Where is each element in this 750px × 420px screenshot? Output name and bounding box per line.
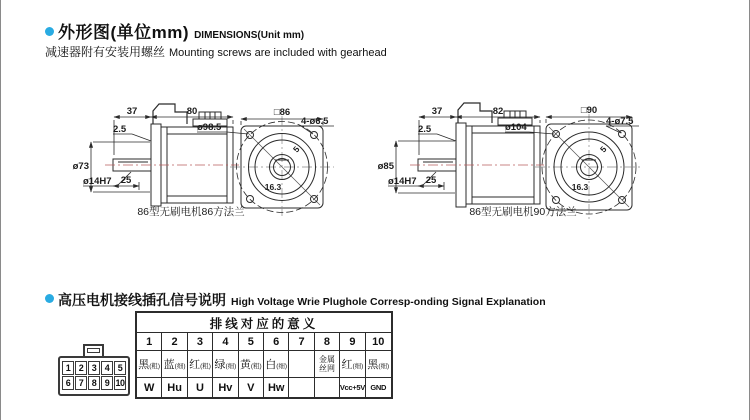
- connector-pin: 9: [101, 376, 113, 390]
- table-title: 排线对应的意义: [137, 313, 391, 333]
- pin-number: 8: [315, 333, 340, 351]
- signal-section-header: [45, 290, 546, 310]
- dimensions-title-en: DIMENSIONS(Unit mm): [194, 30, 305, 41]
- drawing1-key-height-label: 16.3: [264, 182, 282, 192]
- connector-pin: 6: [62, 376, 74, 390]
- connector-pin: 4: [101, 361, 113, 375]
- signal-name: GND: [366, 378, 391, 397]
- connector-pin: 1: [62, 361, 74, 375]
- signal-name: W: [137, 378, 162, 397]
- drawing1-mounting-holes-label: 4-ø6.5: [301, 116, 329, 127]
- wire-color: 红 (细): [340, 351, 365, 378]
- connector-pin-grid: [62, 361, 126, 390]
- drawing1-flange-offset-label: 2.5: [113, 124, 127, 135]
- dimensions-subtitle-zh: 减速器附有安装用螺丝: [45, 45, 166, 59]
- drawing2-body-diameter-label: ø85: [377, 161, 394, 172]
- pin-number: 2: [162, 333, 187, 351]
- drawing1-caption: 86型无刷电机86方法兰: [137, 206, 245, 218]
- drawing1-square-flange-label: □86: [273, 107, 291, 118]
- wire-color: 蓝 (细): [162, 351, 187, 378]
- signal-name: V: [239, 378, 264, 397]
- pin-number: 10: [366, 333, 391, 351]
- pin-number: 5: [239, 333, 264, 351]
- section-bullet-icon: [45, 294, 54, 303]
- motor-dimension-drawings: [1, 0, 749, 235]
- drawing2-shaft-usable-label: 25: [425, 175, 437, 186]
- wire-color: 金属丝网: [315, 351, 340, 378]
- drawing2-shaft-length-label: 37: [431, 106, 443, 117]
- drawing2-square-flange-label: □90: [580, 105, 598, 116]
- drawing1-key-width-label: 5: [290, 144, 302, 155]
- drawing2-key-height-label: 16.3: [571, 182, 589, 192]
- pin-number: 4: [213, 333, 238, 351]
- drawing1-shaft-length-label: 37: [126, 106, 138, 117]
- wire-color: 黑 (细): [366, 351, 391, 378]
- drawing1-front-view: [230, 116, 334, 218]
- signal-name: Hw: [264, 378, 289, 397]
- dimensions-subtitle-en: Mounting screws are included with gearhead: [169, 47, 387, 59]
- signal-name: [289, 378, 314, 397]
- drawing2-flange-offset-label: 2.5: [418, 124, 432, 135]
- wire-color: 白 (细): [264, 351, 289, 378]
- signal-name: Hv: [213, 378, 238, 397]
- drawing1-bolt-circle-label: ø98.5: [197, 122, 222, 133]
- table-pin-number-row: [137, 333, 391, 351]
- drawing2-mounting-holes-label: 4-ø7.5: [606, 116, 634, 127]
- table-signal-row: [137, 378, 391, 397]
- drawing2-front-view: [535, 114, 643, 220]
- wire-color: 绿 (细): [213, 351, 238, 378]
- connector-pin: 3: [88, 361, 100, 375]
- drawing1-body-length-label: 80: [186, 106, 198, 117]
- pin-number: 7: [289, 333, 314, 351]
- pin-number: 6: [264, 333, 289, 351]
- drawing2-key-width-label: 5: [597, 144, 609, 155]
- signal-title-zh: 高压电机接线插孔信号说明: [58, 292, 226, 308]
- pin-number: 1: [137, 333, 162, 351]
- wire-color: 黄 (粗): [239, 351, 264, 378]
- drawing2-shaft-diameter-label: ø14H7: [388, 176, 417, 187]
- wire-signal-table: [135, 311, 393, 399]
- connector-pin: 5: [114, 361, 126, 375]
- drawing2-body-length-label: 82: [492, 106, 504, 117]
- pin-number: 9: [340, 333, 365, 351]
- drawing2-bolt-circle-label: ø104: [505, 122, 527, 133]
- plug-connector-icon: [58, 344, 130, 396]
- drawing1-body-diameter-label: ø73: [72, 161, 89, 172]
- connector-pin: 7: [75, 376, 87, 390]
- wire-color: 黑 (粗): [137, 351, 162, 378]
- drawing2-side-view: [410, 103, 544, 207]
- drawing1-shaft-diameter-label: ø14H7: [83, 176, 112, 187]
- drawing1-side-view: [105, 104, 239, 206]
- signal-name: U: [188, 378, 213, 397]
- wire-color: [289, 351, 314, 378]
- wire-color: 红 (粗): [188, 351, 213, 378]
- drawing2-caption: 86型无刷电机90方法兰: [469, 206, 577, 218]
- connector-pin: 2: [75, 361, 87, 375]
- signal-name: Vcc+5V: [340, 378, 365, 397]
- signal-name: [315, 378, 340, 397]
- pin-number: 3: [188, 333, 213, 351]
- connector-pin: 8: [88, 376, 100, 390]
- table-wire-color-row: [137, 351, 391, 378]
- signal-title-en: High Voltage Wrie Plughole Corresp-onding Signal Explanation: [231, 296, 546, 308]
- signal-name: Hu: [162, 378, 187, 397]
- drawing1-shaft-usable-label: 25: [120, 175, 132, 186]
- dimensions-title-zh: 外形图(单位mm): [58, 23, 190, 42]
- connector-pin: 10: [115, 378, 125, 388]
